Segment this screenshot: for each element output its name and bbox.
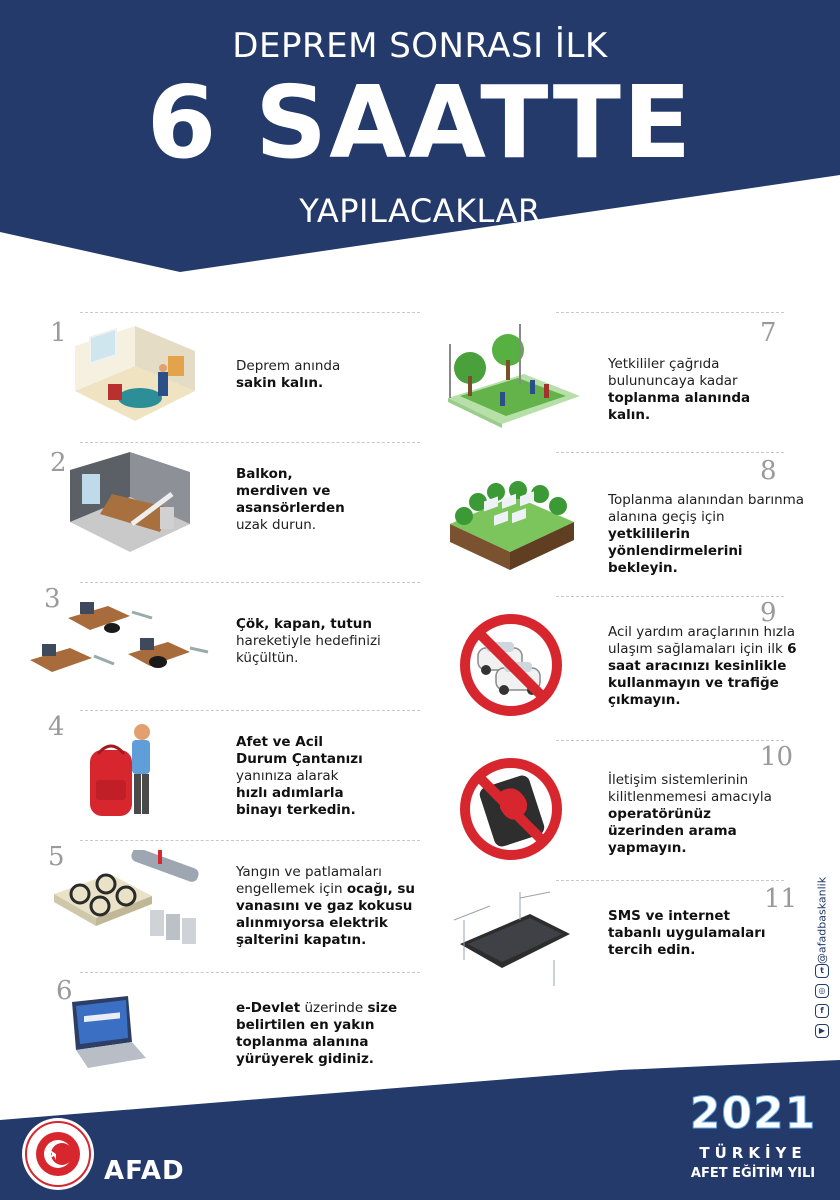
step-text-segment: hareketiyle hedefinizi küçültün. [236,633,381,666]
tent-camp-illustration [444,476,580,581]
youtube-icon[interactable]: ▶ [815,1024,829,1038]
drop-cover-hold-illustration [30,598,210,703]
step-number: 2 [50,448,67,478]
emergency-bag-illustration [84,720,164,830]
step-9-text [608,624,798,709]
step-5 [40,840,420,970]
step-text-segment: yanınıza alarak [236,768,339,784]
divider [80,582,420,583]
divider [80,840,420,841]
step-text-segment: Toplanma alanından barınma alanına geçiş için [608,492,805,525]
step-number: 1 [50,318,67,348]
no-cars-icon [456,610,566,725]
step-text-segment: uzak durun. [236,517,317,533]
step-10-text [608,772,788,857]
step-text-segment: toplanma alanında kalın. [608,390,751,423]
step-4 [40,710,420,835]
step-text-segment: ocağı, su vanasını ve gaz kokusu alınmıyorsa elektrik şalterini kapatın. [236,881,416,948]
step-number: 4 [48,712,65,742]
afad-seal [20,1116,96,1197]
assembly-park-illustration [440,324,586,439]
step-1-text [236,358,366,392]
stairs-balcony-illustration [60,452,200,572]
step-text-segment: Afet ve Acil Durum Çantanızı [236,734,363,767]
step-7 [440,312,820,447]
step-text-segment: hızlı adımlarla binayı terkedin. [236,785,356,818]
facebook-icon[interactable]: f [815,1004,829,1018]
footer-banner [0,1060,840,1200]
divider [556,740,784,741]
no-phone-call-icon [456,754,566,869]
step-8-text [608,492,808,577]
step-number: 10 [760,742,794,772]
step-text-segment: e-Devlet [236,1000,301,1016]
step-text-segment: üzerinde [300,1000,368,1016]
step-text-segment: SMS ve internet tabanlı uygulamaları tercih edin. [608,908,766,958]
step-8 [440,452,820,582]
social-links [812,876,832,1040]
step-9 [440,596,820,726]
stove-valve-switch-illustration [50,850,210,965]
step-text-segment: Yetkililer çağrıda bulununcaya kadar [608,356,738,389]
step-text-segment: Çök, kapan, tutun [236,616,373,632]
divider [556,452,784,453]
step-text-segment: operatörünüz üzerinden arama yapmayın. [608,806,737,856]
step-2-text [236,466,356,534]
step-text-segment: 6 saat aracınızı kesinlikle kullanmayın ve trafiğe çıkmayın. [608,641,797,708]
divider [556,596,784,597]
divider [80,442,420,443]
step-text-segment: Acil yardım araçlarının hızla ulaşım sağlamaları için ilk [608,624,795,657]
divider [80,312,420,313]
step-number: 6 [56,976,73,1006]
step-3-text [236,616,386,667]
step-text-segment: Yangın ve patlamaları engellemek için [236,864,382,897]
step-number: 7 [760,318,777,348]
divider [80,972,420,973]
step-text-segment: Balkon, merdiven ve asansörlerden [236,466,345,516]
campaign-year: 2021 [689,1088,817,1139]
step-7-text [608,356,788,424]
step-number: 8 [760,456,777,486]
step-2 [40,442,420,572]
step-text-segment: sakin kalın. [236,375,324,391]
title-line-2: 6 SAATTE [146,64,694,181]
twitter-icon[interactable]: t [815,964,829,978]
step-number: 11 [764,884,798,914]
step-number: 3 [44,584,61,614]
step-5-text [236,864,416,949]
step-number: 5 [48,842,65,872]
step-3 [40,582,420,707]
step-4-text [236,734,366,819]
step-11 [440,880,820,1000]
campaign-title: AFET EĞİTİM YILI [690,1166,816,1181]
step-text-segment: Deprem anında [236,358,341,374]
divider [556,312,784,313]
title-line-1: DEPREM SONRASI İLK [232,26,608,66]
living-room-illustration [70,326,200,431]
step-1 [40,312,420,437]
step-10 [440,740,820,870]
smartphone-sms-illustration [450,890,580,995]
campaign-country: TÜRKİYE [699,1144,807,1162]
step-text-segment: İletişim sistemlerinin kilitlenmemesi amacıyla [608,772,772,805]
step-6-text [236,1000,406,1068]
social-handle: @afadbaskanlik [815,876,829,965]
afad-logo-text: AFAD [104,1156,185,1186]
step-text-segment: yetkililerin yönlendirmelerini bekleyin. [608,526,743,576]
divider [80,710,420,711]
instagram-icon[interactable]: ◎ [815,984,829,998]
divider [556,880,784,881]
step-text-segment: size belirtilen en yakın toplanma alanına yürüyerek gidiniz. [236,1000,398,1067]
header-banner [0,0,840,290]
step-11-text [608,908,768,959]
step-number: 9 [760,598,777,628]
title-line-3: YAPILACAKLAR [299,192,541,230]
